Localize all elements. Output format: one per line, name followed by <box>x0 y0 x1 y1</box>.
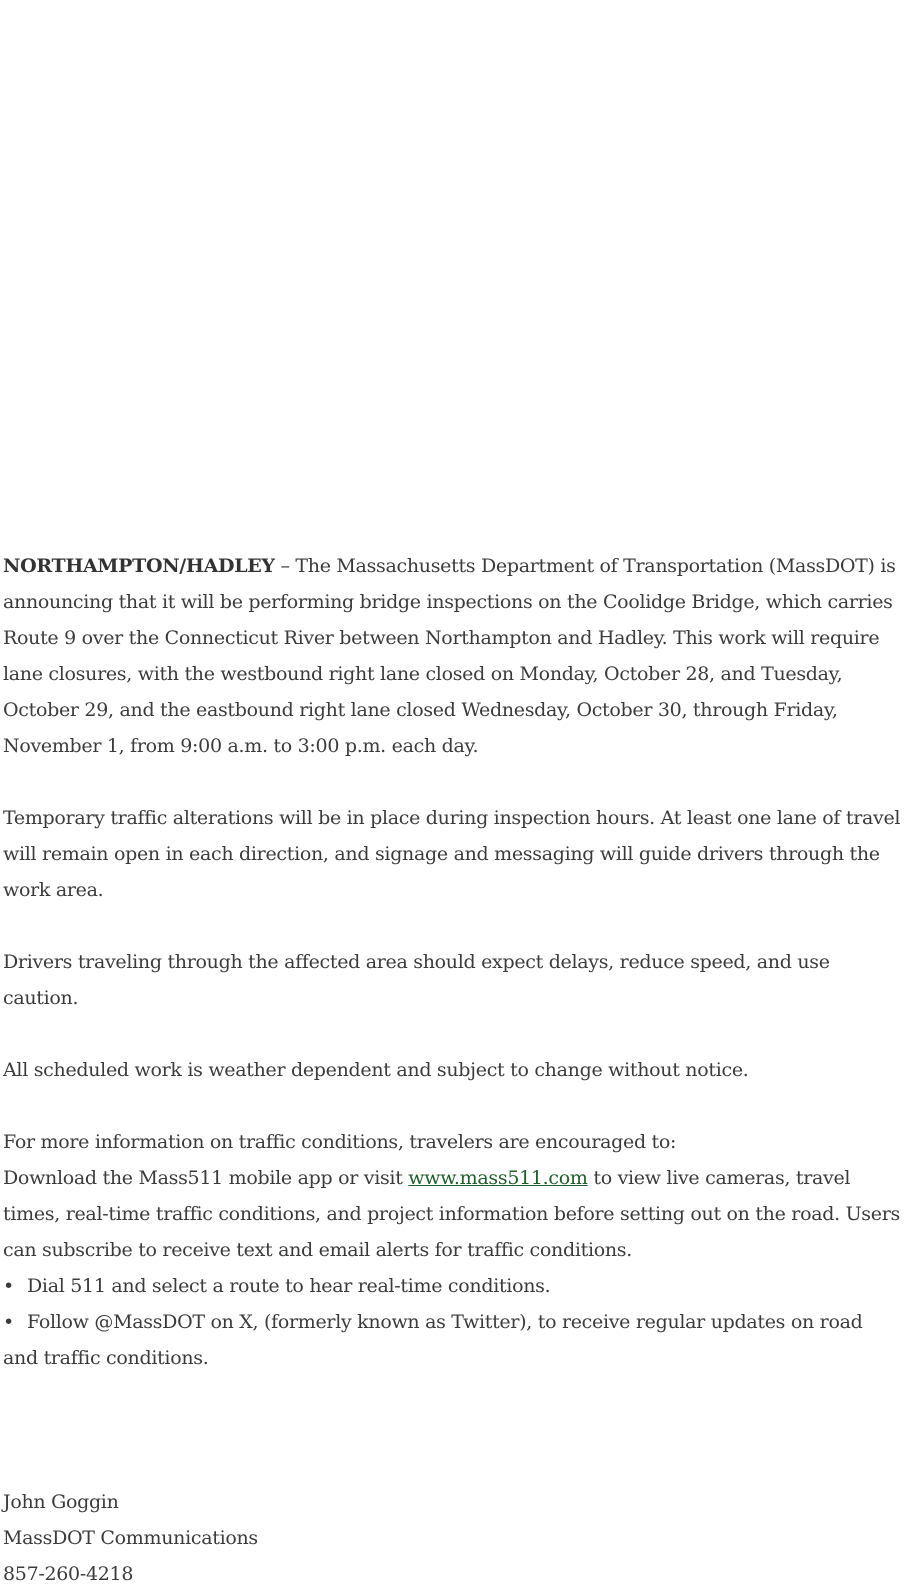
press-release-body <box>3 548 903 1592</box>
dateline-dash: – <box>274 555 296 577</box>
mass511-link[interactable]: www.mass511.com <box>408 1167 588 1189</box>
spacer <box>3 908 903 944</box>
spacer <box>3 1016 903 1052</box>
bullet-text: Follow @MassDOT on X, (formerly known as Twitter), to receive regular updates on road and traffic conditions. <box>3 1311 863 1369</box>
bullet-icon: • <box>3 1275 14 1297</box>
spacer <box>3 1088 903 1124</box>
mass511-text-after: to view live cameras, travel times, real-time traffic conditions, and project information before setting out on the road. Users can subscribe to receive text and email alerts for traffic conditions. <box>3 1167 900 1261</box>
drivers-paragraph: Drivers traveling through the affected area should expect delays, reduce speed, and use caution. <box>3 951 830 1009</box>
traffic-paragraph: Temporary traffic alterations will be in place during inspection hours. At least one lane of travel will remain open in each direction, and signage and messaging will guide drivers through the work area. <box>3 807 901 901</box>
contact-name: John Goggin <box>3 1491 119 1513</box>
dateline: NORTHAMPTON/HADLEY <box>3 555 275 577</box>
mass511-paragraph <box>3 1160 903 1268</box>
intro-text: The Massachusetts Department of Transportation (MassDOT) is announcing that it will be performing bridge inspections on the Coolidge Bridge, which carries Route 9 over the Connecticut River between Northampton and Hadley. This work will require lane closures, with the westbound right lane closed on Monday, October 28, and Tuesday, October 29, and the eastbound right lane closed Wednesday, October 30, through Friday, November 1, from 9:00 a.m. to 3:00 p.m. each day. <box>3 555 896 757</box>
weather-paragraph: All scheduled work is weather dependent and subject to change without notice. <box>3 1059 749 1081</box>
intro-paragraph <box>3 548 903 764</box>
contact-org: MassDOT Communications <box>3 1527 258 1549</box>
spacer <box>3 764 903 800</box>
more-info-paragraph: For more information on traffic conditions, travelers are encouraged to: <box>3 1131 677 1153</box>
bullet-icon: • <box>3 1311 14 1333</box>
mass511-text-before: Download the Mass511 mobile app or visit <box>3 1167 409 1189</box>
spacer <box>3 1376 903 1484</box>
contact-phone: 857-260-4218 <box>3 1563 134 1585</box>
bullet-item-follow-massdot <box>3 1304 903 1376</box>
bullet-text: Dial 511 and select a route to hear real-time conditions. <box>27 1275 551 1297</box>
bullet-item-dial-511 <box>3 1268 903 1304</box>
